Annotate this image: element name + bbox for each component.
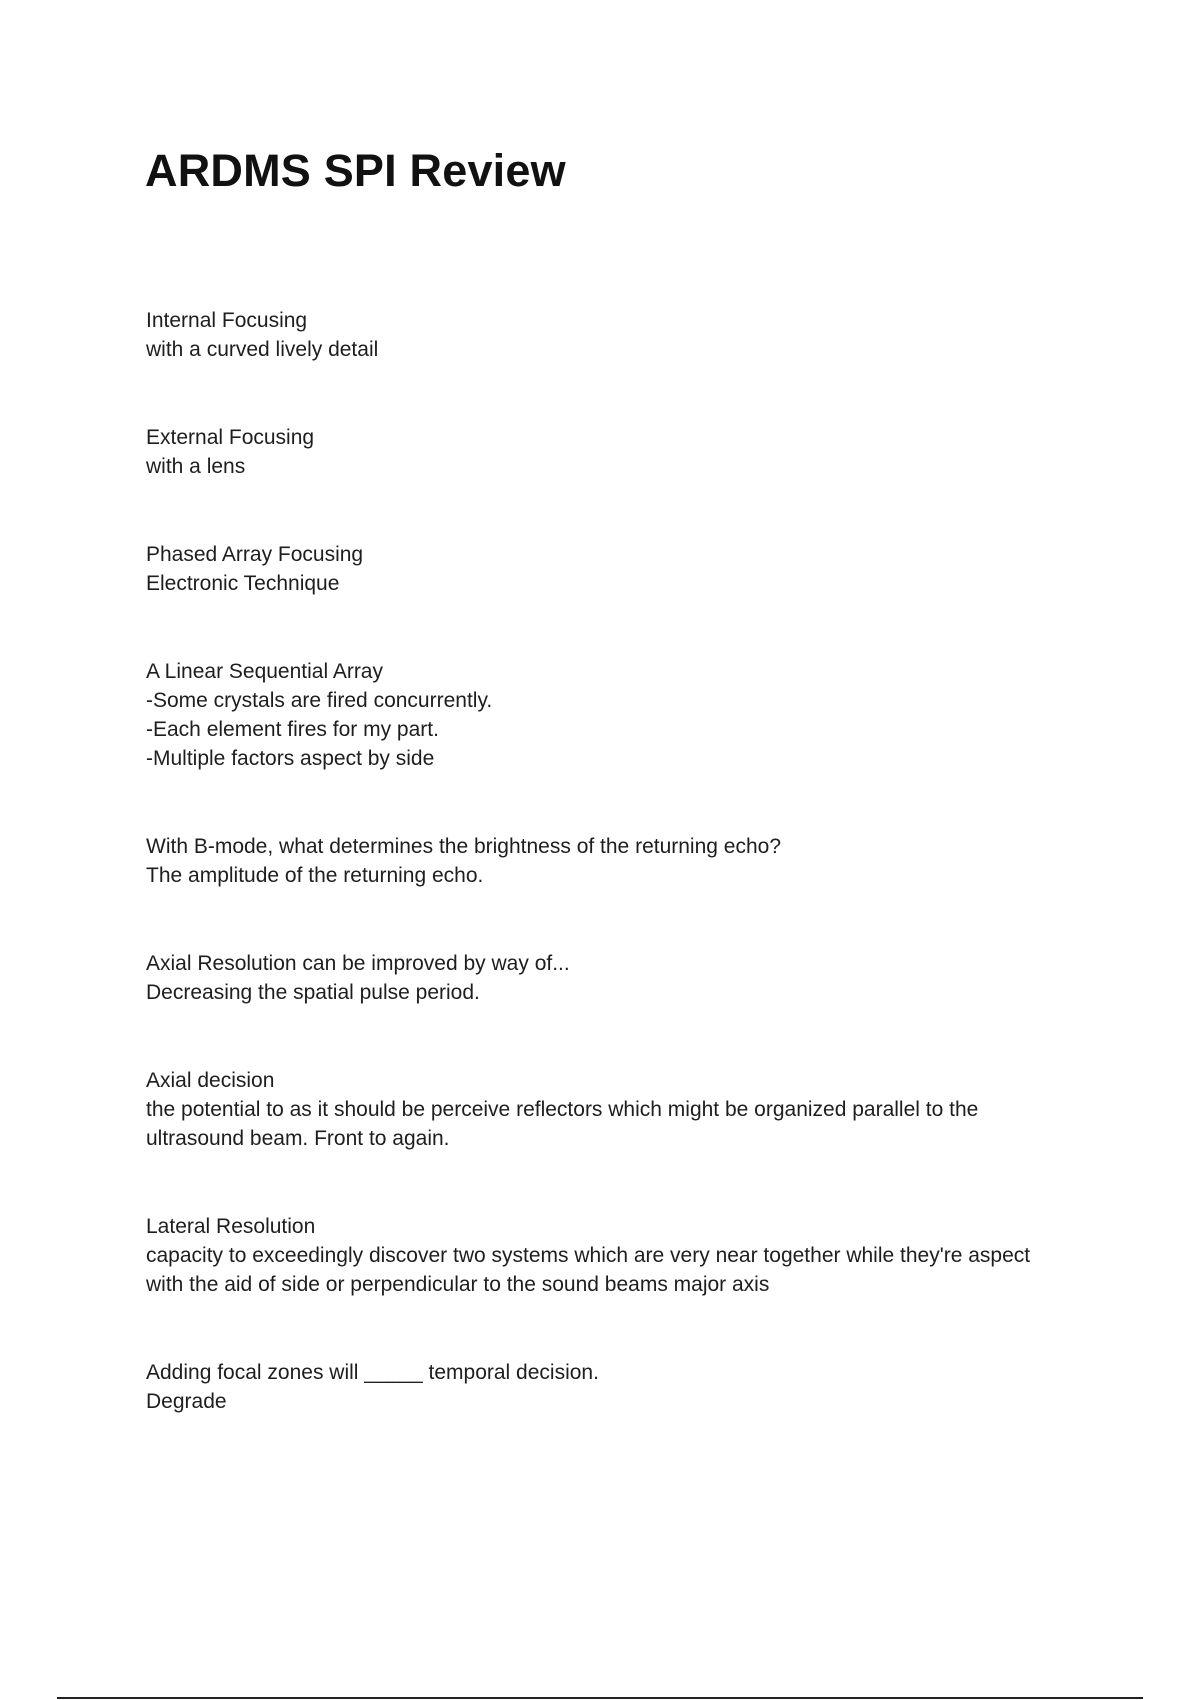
review-entries (146, 306, 1096, 1416)
review-entry (146, 657, 1096, 773)
entry-answer: with a curved lively detail (146, 338, 379, 361)
entry-answer: Electronic Technique (146, 572, 340, 595)
entry-term: External Focusing (146, 426, 315, 449)
entry-answer: Decreasing the spatial pulse period. (146, 981, 480, 1004)
entry-term: Phased Array Focusing (146, 543, 364, 566)
entry-term: Lateral Resolution (146, 1215, 316, 1238)
review-entry (146, 1066, 1096, 1153)
footer-divider (57, 1697, 1143, 1699)
review-entry (146, 832, 1096, 890)
review-entry (146, 423, 1096, 481)
entry-answer: Degrade (146, 1390, 227, 1413)
entry-term: Axial decision (146, 1069, 275, 1092)
entry-term: Adding focal zones will _____ temporal decision. (146, 1361, 599, 1384)
entry-answer: The amplitude of the returning echo. (146, 864, 484, 887)
entry-answer: capacity to exceedingly discover two systems which are very near together while they're aspect with the aid of side or perpendicular to the sound beams major axis (146, 1244, 1031, 1296)
entry-term: With B-mode, what determines the brightness of the returning echo? (146, 835, 782, 858)
entry-term: Axial Resolution can be improved by way of... (146, 952, 570, 975)
entry-answer: with a lens (146, 455, 246, 478)
entry-term: Internal Focusing (146, 309, 308, 332)
entry-term: A Linear Sequential Array (146, 660, 383, 683)
review-entry (146, 306, 1096, 364)
review-entry (146, 540, 1096, 598)
review-entry (146, 1358, 1096, 1416)
entry-answer: -Some crystals are fired concurrently. -Each element fires for my part. -Multiple factors aspect by side (146, 689, 493, 770)
document-title: ARDMS SPI Review (145, 145, 566, 196)
entry-answer: the potential to as it should be perceive reflectors which might be organized parallel to the ultrasound beam. Front to again. (146, 1098, 979, 1150)
review-entry (146, 1212, 1096, 1299)
review-entry (146, 949, 1096, 1007)
